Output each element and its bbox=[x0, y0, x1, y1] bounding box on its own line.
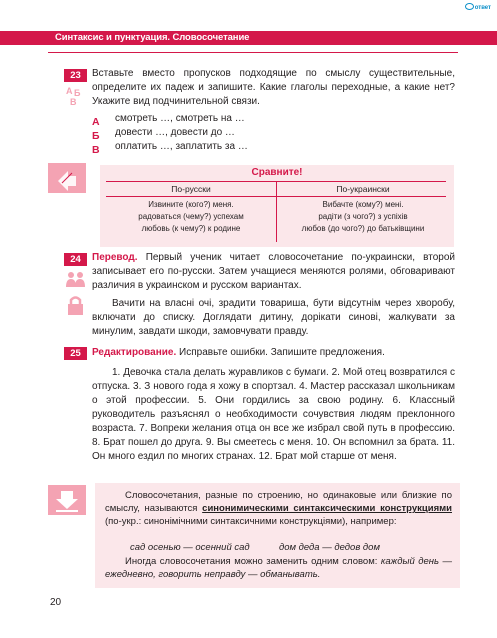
logo-swirl-icon bbox=[465, 3, 474, 10]
exercise-24-number: 24 bbox=[64, 253, 87, 266]
exercise-23-text: Вставьте вместо пропусков подходящие по смыслу существительные, определите их падеж и запишите. Какие глаголы переходные, а какие нет? Укажите вид подчинительной связи. bbox=[92, 68, 455, 108]
rule-example: сад осенью — осенний сад bbox=[130, 542, 250, 553]
rule-examples bbox=[130, 542, 380, 553]
section-title: Синтаксис и пунктуация. Словосочетание bbox=[55, 32, 250, 43]
rule-term: синонимическими синтаксическими конструкциями bbox=[202, 503, 452, 515]
compare-ua-row: любов (до чого?) до батьківщини bbox=[301, 224, 425, 233]
publisher-logo: ответ bbox=[465, 3, 491, 11]
compare-ru-row: Извините (кого?) меня. bbox=[148, 200, 234, 209]
compare-col-russian: По-русски bbox=[171, 184, 211, 194]
compare-ru-row: радоваться (чему?) успехам bbox=[138, 212, 244, 221]
compare-col-ukrainian: По-украински bbox=[336, 184, 390, 194]
rule-paragraph-2: Иногда словосочетания можно заменить одним словом: каждый день — ежедневно, говорить неправду — обманывать. bbox=[105, 556, 452, 581]
rule-paragraph: Словосочетания, разные по строению, но одинаковые или близкие по смыслу, называются синонимическими синтаксическими конструкциями (по-укр.: синонімічними синтаксичними конструкціями), например: bbox=[105, 490, 452, 528]
option-c bbox=[92, 140, 100, 158]
header-divider bbox=[48, 52, 458, 53]
download-icon bbox=[48, 485, 86, 515]
svg-text:Б: Б bbox=[74, 88, 81, 98]
lock-icon bbox=[64, 294, 87, 317]
rule-example: дом деда — дедов дом bbox=[278, 542, 380, 553]
option-a-text: смотреть …, смотреть на … bbox=[115, 113, 245, 124]
exercise-25-number: 25 bbox=[64, 347, 87, 360]
compare-title: Сравните! bbox=[251, 167, 303, 178]
exercise-24-text bbox=[92, 251, 455, 294]
people-icon bbox=[64, 269, 87, 292]
exercise-24-ukrainian-text: Вачити на власні очі, зрадити товариша, бути відсутнім через хворобу, включати до списку. Доглядати дитину, дорікати синові, жалкувати за минулим, завдати шкоди, замовчувати правду. bbox=[92, 298, 455, 337]
option-b-text: довести …, довести до … bbox=[115, 127, 235, 138]
option-c-text: оплатить …, заплатить за … bbox=[115, 141, 248, 152]
exercise-23-number: 23 bbox=[64, 69, 87, 82]
option-letter: В bbox=[92, 144, 100, 156]
arrows-icon bbox=[48, 163, 86, 193]
rule-icon-panel bbox=[48, 485, 86, 515]
compare-ua-row: Вибачте (кому?) мені. bbox=[322, 200, 404, 209]
option-letter: А bbox=[92, 116, 100, 128]
exercise-24-instructions: Первый ученик читает словосочетание по-украински, второй записывает его по-русски. Затем учащиеся меняются ролями, обговаривают различия в украинском и русском вариантах. bbox=[92, 252, 455, 292]
exercise-25-text bbox=[92, 346, 455, 360]
page-number: 20 bbox=[50, 597, 62, 608]
exercise-25-instructions: Исправьте ошибки. Запишите предложения. bbox=[179, 347, 385, 358]
svg-text:В: В bbox=[70, 97, 77, 107]
rule-example-words: каждый день — ежедневно, говорить неправду — обманывать. bbox=[105, 556, 452, 581]
abc-icon bbox=[64, 84, 87, 107]
compare-ua-row: радіти (з чого?) з успіхів bbox=[318, 212, 408, 221]
exercise-25-sentences: 1. Девочка стала делать журавликов с бумаги. 2. Мой отец возвратился с отпуска. 3. З нового года я хожу в спортзал. 4. Мастер рассказал школьникам о этой профессии. 5. Они гордились за свою родину. 6. Классный руководитель разъяснял о необходимости сочувствия людям преклонного возраста. 7. Вопреки желания отца он все же избрал свой путь в профессию. 8. Брат пошел до друга. 9. Вы смеетесь с меня. 10. Он вспомнил за брата. 11. Он много ездил по многих странах. 12. Брат мой старше от меня. bbox=[92, 367, 455, 462]
exercise-25-heading: Редактирование. bbox=[92, 347, 177, 358]
exercise-24-heading: Перевод. bbox=[92, 252, 138, 263]
compare-ru-row: любовь (к чему?) к родине bbox=[141, 224, 241, 233]
compare-column-divider bbox=[276, 182, 277, 242]
compare-icon-panel bbox=[48, 163, 86, 193]
option-letter: Б bbox=[92, 130, 100, 142]
svg-text:A: A bbox=[66, 86, 73, 96]
